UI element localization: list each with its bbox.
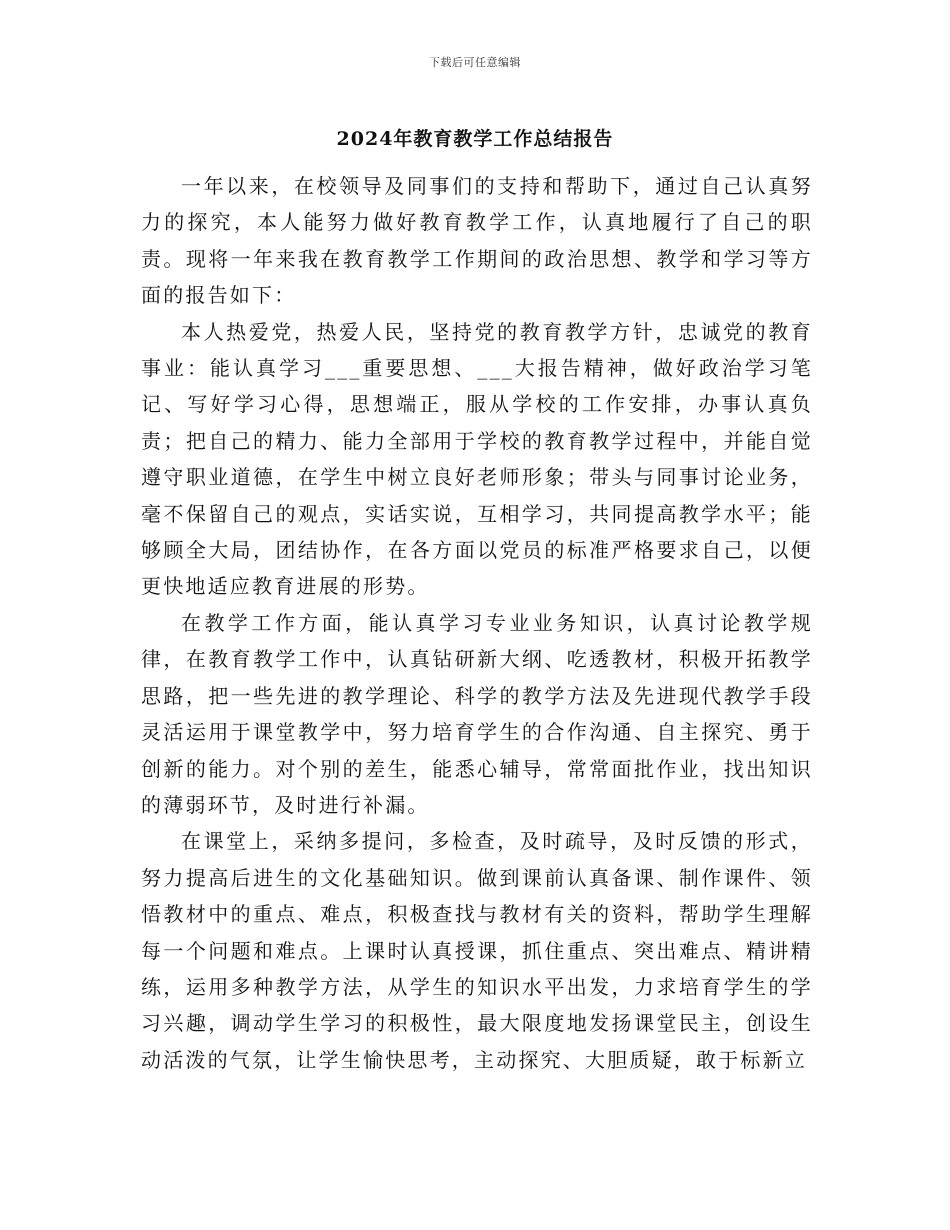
paragraph-political: 本人热爱党，热爱人民，坚持党的教育教学方针，忠诚党的教育事业：能认真学习___重要思想、___大报告精神，做好政治学习笔记、写好学习心得，思想端正，服从学校的工作安排，办事认真负责；把自己的精力、能力全部用于学校的教育教学过程中，并能自觉遵守职业道德，在学生中树立良好老师形象；带头与同事讨论业务，毫不保留自己的观点，实话实说，互相学习，共同提高教学水平；能够顾全大局，团结协作，在各方面以党员的标准严格要求自己，以便更快地适应教育进展的形势。 xyxy=(141,319,813,599)
paragraph-classroom: 在课堂上，采纳多提问，多检查，及时疏导，及时反馈的形式，努力提高后进生的文化基础知识。做到课前认真备课、制作课件、领悟教材中的重点、难点，积极查找与教材有关的资料，帮助学生理解每一个问题和难点。上课时认真授课，抓住重点、突出难点、精讲精练，运用多种教学方法，从学生的知识水平出发，力求培育学生的学习兴趣，调动学生学习的积极性，最大限度地发扬课堂民主，创设生动活泼的气氛，让学生愉快思考，主动探究、大胆质疑，敢于标新立 xyxy=(141,829,813,1072)
document-body xyxy=(141,168,813,1078)
paragraph-intro: 一年以来，在校领导及同事们的支持和帮助下，通过自己认真努力的探究，本人能努力做好教育教学工作，认真地履行了自己的职责。现将一年来我在教育教学工作期间的政治思想、教学和学习等方面的报告如下： xyxy=(141,174,813,308)
document-title: 2024年教育教学工作总结报告 xyxy=(336,128,614,150)
paragraph-teaching: 在教学工作方面，能认真学习专业业务知识，认真讨论教学规律，在教育教学工作中，认真钻研新大纲、吃透教材，积极开拓教学思路，把一些先进的教学理论、科学的教学方法及先进现代教学手段灵活运用于课堂教学中，努力培育学生的合作沟通、自主探究、勇于创新的能力。对个别的差生，能悉心辅导，常常面批作业，找出知识的薄弱环节，及时进行补漏。 xyxy=(141,610,813,817)
header-note: 下载后可任意编辑 xyxy=(429,56,521,69)
